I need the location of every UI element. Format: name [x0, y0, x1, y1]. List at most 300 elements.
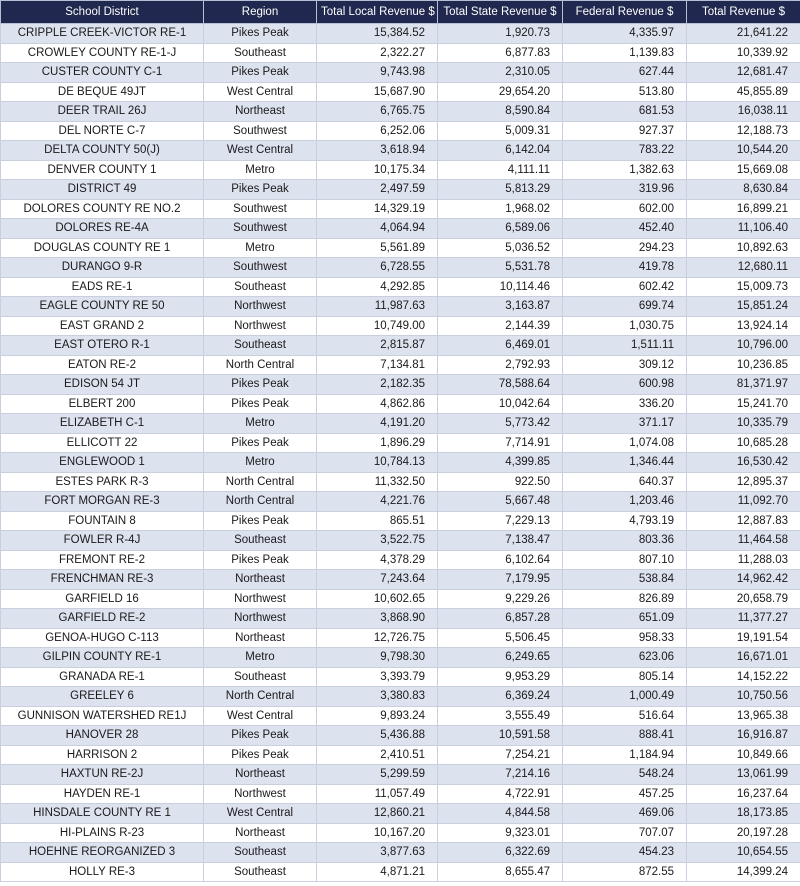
table-row — [1, 862, 800, 882]
region-cell: Southwest — [204, 121, 317, 141]
state-revenue-cell: 5,667.48 — [438, 492, 563, 512]
local-revenue-cell: 3,618.94 — [317, 141, 438, 161]
region-cell: Northwest — [204, 297, 317, 317]
federal-revenue-cell: 309.12 — [563, 355, 687, 375]
school-district-cell: ELIZABETH C-1 — [1, 414, 204, 434]
table-row — [1, 102, 800, 122]
school-district-cell: EDISON 54 JT — [1, 375, 204, 395]
local-revenue-cell: 865.51 — [317, 511, 438, 531]
table-row — [1, 570, 800, 590]
total-revenue-cell: 20,658.79 — [687, 589, 800, 609]
total-revenue-cell: 81,371.97 — [687, 375, 800, 395]
federal-revenue-cell: 805.14 — [563, 667, 687, 687]
total-revenue-cell: 12,188.73 — [687, 121, 800, 141]
total-revenue-cell: 11,092.70 — [687, 492, 800, 512]
region-cell: Southwest — [204, 199, 317, 219]
state-revenue-cell: 6,142.04 — [438, 141, 563, 161]
total-revenue-cell: 10,236.85 — [687, 355, 800, 375]
state-revenue-cell: 2,792.93 — [438, 355, 563, 375]
local-revenue-cell: 10,167.20 — [317, 823, 438, 843]
table-row — [1, 336, 800, 356]
total-revenue-cell: 18,173.85 — [687, 804, 800, 824]
table-row — [1, 453, 800, 473]
total-revenue-cell: 10,654.55 — [687, 843, 800, 863]
school-district-cell: DEL NORTE C-7 — [1, 121, 204, 141]
federal-revenue-cell: 681.53 — [563, 102, 687, 122]
region-cell: Northwest — [204, 316, 317, 336]
state-revenue-cell: 1,920.73 — [438, 24, 563, 44]
table-row — [1, 43, 800, 63]
federal-revenue-cell: 513.80 — [563, 82, 687, 102]
school-district-cell: HOEHNE REORGANIZED 3 — [1, 843, 204, 863]
federal-revenue-cell: 627.44 — [563, 63, 687, 83]
state-revenue-cell: 5,506.45 — [438, 628, 563, 648]
federal-revenue-cell: 452.40 — [563, 219, 687, 239]
school-district-cell: FOUNTAIN 8 — [1, 511, 204, 531]
federal-revenue-cell: 371.17 — [563, 414, 687, 434]
region-cell: Metro — [204, 160, 317, 180]
region-cell: Southwest — [204, 258, 317, 278]
federal-revenue-cell: 516.64 — [563, 706, 687, 726]
school-district-cell: HANOVER 28 — [1, 726, 204, 746]
total-revenue-cell: 15,009.73 — [687, 277, 800, 297]
school-district-cell: CRIPPLE CREEK-VICTOR RE-1 — [1, 24, 204, 44]
table-row — [1, 219, 800, 239]
federal-revenue-cell: 958.33 — [563, 628, 687, 648]
table-row — [1, 297, 800, 317]
region-cell: Metro — [204, 238, 317, 258]
federal-revenue-cell: 336.20 — [563, 394, 687, 414]
local-revenue-cell: 11,332.50 — [317, 472, 438, 492]
state-revenue-cell: 8,590.84 — [438, 102, 563, 122]
local-revenue-cell: 3,868.90 — [317, 609, 438, 629]
total-revenue-cell: 16,916.87 — [687, 726, 800, 746]
federal-revenue-cell: 1,184.94 — [563, 745, 687, 765]
region-cell: Pikes Peak — [204, 180, 317, 200]
federal-revenue-cell: 1,139.83 — [563, 43, 687, 63]
table-row — [1, 394, 800, 414]
school-district-cell: FRENCHMAN RE-3 — [1, 570, 204, 590]
local-revenue-cell: 15,384.52 — [317, 24, 438, 44]
local-revenue-cell: 6,765.75 — [317, 102, 438, 122]
state-revenue-cell: 5,773.42 — [438, 414, 563, 434]
school-district-cell: GARFIELD RE-2 — [1, 609, 204, 629]
region-cell: Southeast — [204, 277, 317, 297]
school-district-cell: HARRISON 2 — [1, 745, 204, 765]
school-district-cell: EAGLE COUNTY RE 50 — [1, 297, 204, 317]
region-cell: West Central — [204, 804, 317, 824]
region-cell: Southeast — [204, 43, 317, 63]
total-revenue-cell: 10,544.20 — [687, 141, 800, 161]
state-revenue-cell: 3,163.87 — [438, 297, 563, 317]
region-cell: West Central — [204, 82, 317, 102]
state-revenue-cell: 5,531.78 — [438, 258, 563, 278]
table-row — [1, 492, 800, 512]
total-revenue-cell: 11,106.40 — [687, 219, 800, 239]
table-header — [1, 1, 800, 24]
local-revenue-cell: 7,134.81 — [317, 355, 438, 375]
region-cell: Northeast — [204, 765, 317, 785]
table-row — [1, 472, 800, 492]
federal-revenue-cell: 4,793.19 — [563, 511, 687, 531]
region-cell: North Central — [204, 472, 317, 492]
state-revenue-cell: 6,249.65 — [438, 648, 563, 668]
federal-revenue-cell: 294.23 — [563, 238, 687, 258]
federal-revenue-cell: 1,030.75 — [563, 316, 687, 336]
region-cell: Southeast — [204, 843, 317, 863]
local-revenue-cell: 4,292.85 — [317, 277, 438, 297]
region-cell: Pikes Peak — [204, 375, 317, 395]
table-row — [1, 804, 800, 824]
table-row — [1, 726, 800, 746]
total-revenue-cell: 14,962.42 — [687, 570, 800, 590]
local-revenue-cell: 2,497.59 — [317, 180, 438, 200]
table-row — [1, 531, 800, 551]
region-cell: Metro — [204, 414, 317, 434]
local-revenue-cell: 10,602.65 — [317, 589, 438, 609]
local-revenue-cell: 7,243.64 — [317, 570, 438, 590]
school-district-cell: GUNNISON WATERSHED RE1J — [1, 706, 204, 726]
federal-revenue-cell: 640.37 — [563, 472, 687, 492]
table-row — [1, 316, 800, 336]
total-revenue-cell: 16,530.42 — [687, 453, 800, 473]
school-district-cell: ELBERT 200 — [1, 394, 204, 414]
local-revenue-cell: 4,221.76 — [317, 492, 438, 512]
local-revenue-cell: 6,252.06 — [317, 121, 438, 141]
table-row — [1, 160, 800, 180]
region-cell: Pikes Peak — [204, 394, 317, 414]
state-revenue-cell: 5,036.52 — [438, 238, 563, 258]
local-revenue-cell: 10,749.00 — [317, 316, 438, 336]
school-district-cell: DOLORES RE-4A — [1, 219, 204, 239]
column-header-total-state-revenue[interactable]: Total State Revenue $ — [438, 1, 563, 24]
federal-revenue-cell: 872.55 — [563, 862, 687, 882]
school-district-cell: DURANGO 9-R — [1, 258, 204, 278]
state-revenue-cell: 4,722.91 — [438, 784, 563, 804]
table-row — [1, 765, 800, 785]
local-revenue-cell: 6,728.55 — [317, 258, 438, 278]
local-revenue-cell: 11,057.49 — [317, 784, 438, 804]
column-header-total-revenue[interactable]: Total Revenue $ — [687, 1, 800, 24]
school-district-cell: HAXTUN RE-2J — [1, 765, 204, 785]
state-revenue-cell: 922.50 — [438, 472, 563, 492]
state-revenue-cell: 7,714.91 — [438, 433, 563, 453]
total-revenue-cell: 12,887.83 — [687, 511, 800, 531]
state-revenue-cell: 7,179.95 — [438, 570, 563, 590]
table-row — [1, 667, 800, 687]
state-revenue-cell: 10,591.58 — [438, 726, 563, 746]
state-revenue-cell: 4,111.11 — [438, 160, 563, 180]
federal-revenue-cell: 454.23 — [563, 843, 687, 863]
school-district-cell: HI-PLAINS R-23 — [1, 823, 204, 843]
local-revenue-cell: 5,561.89 — [317, 238, 438, 258]
local-revenue-cell: 9,743.98 — [317, 63, 438, 83]
school-district-cell: DOLORES COUNTY RE NO.2 — [1, 199, 204, 219]
region-cell: Pikes Peak — [204, 726, 317, 746]
state-revenue-cell: 3,555.49 — [438, 706, 563, 726]
local-revenue-cell: 2,322.27 — [317, 43, 438, 63]
federal-revenue-cell: 1,203.46 — [563, 492, 687, 512]
school-district-cell: GENOA-HUGO C-113 — [1, 628, 204, 648]
local-revenue-cell: 9,798.30 — [317, 648, 438, 668]
local-revenue-cell: 3,522.75 — [317, 531, 438, 551]
total-revenue-cell: 13,061.99 — [687, 765, 800, 785]
local-revenue-cell: 2,410.51 — [317, 745, 438, 765]
local-revenue-cell: 2,182.35 — [317, 375, 438, 395]
federal-revenue-cell: 651.09 — [563, 609, 687, 629]
region-cell: Southeast — [204, 531, 317, 551]
school-district-cell: EATON RE-2 — [1, 355, 204, 375]
state-revenue-cell: 6,857.28 — [438, 609, 563, 629]
school-district-cell: EAST OTERO R-1 — [1, 336, 204, 356]
state-revenue-cell: 10,042.64 — [438, 394, 563, 414]
local-revenue-cell: 4,378.29 — [317, 550, 438, 570]
region-cell: Southeast — [204, 336, 317, 356]
region-cell: North Central — [204, 687, 317, 707]
state-revenue-cell: 6,877.83 — [438, 43, 563, 63]
table-body — [1, 24, 800, 882]
state-revenue-cell: 2,310.05 — [438, 63, 563, 83]
table-row — [1, 238, 800, 258]
school-district-cell: DEER TRAIL 26J — [1, 102, 204, 122]
total-revenue-cell: 16,671.01 — [687, 648, 800, 668]
local-revenue-cell: 11,987.63 — [317, 297, 438, 317]
state-revenue-cell: 6,102.64 — [438, 550, 563, 570]
federal-revenue-cell: 602.42 — [563, 277, 687, 297]
region-cell: Northwest — [204, 609, 317, 629]
school-district-cell: CUSTER COUNTY C-1 — [1, 63, 204, 83]
region-cell: Pikes Peak — [204, 511, 317, 531]
federal-revenue-cell: 469.06 — [563, 804, 687, 824]
federal-revenue-cell: 419.78 — [563, 258, 687, 278]
state-revenue-cell: 1,968.02 — [438, 199, 563, 219]
school-district-cell: GREELEY 6 — [1, 687, 204, 707]
federal-revenue-cell: 826.89 — [563, 589, 687, 609]
table-row — [1, 375, 800, 395]
state-revenue-cell: 5,009.31 — [438, 121, 563, 141]
state-revenue-cell: 6,469.01 — [438, 336, 563, 356]
table-row — [1, 609, 800, 629]
local-revenue-cell: 4,862.86 — [317, 394, 438, 414]
school-district-cell: ELLICOTT 22 — [1, 433, 204, 453]
federal-revenue-cell: 888.41 — [563, 726, 687, 746]
total-revenue-cell: 10,335.79 — [687, 414, 800, 434]
total-revenue-cell: 12,681.47 — [687, 63, 800, 83]
column-header-total-local-revenue[interactable]: Total Local Revenue $ — [317, 1, 438, 24]
school-district-cell: DELTA COUNTY 50(J) — [1, 141, 204, 161]
region-cell: Pikes Peak — [204, 433, 317, 453]
state-revenue-cell: 7,138.47 — [438, 531, 563, 551]
region-cell: West Central — [204, 706, 317, 726]
state-revenue-cell: 9,323.01 — [438, 823, 563, 843]
local-revenue-cell: 5,299.59 — [317, 765, 438, 785]
region-cell: North Central — [204, 492, 317, 512]
total-revenue-cell: 14,152.22 — [687, 667, 800, 687]
local-revenue-cell: 5,436.88 — [317, 726, 438, 746]
school-district-cell: FREMONT RE-2 — [1, 550, 204, 570]
federal-revenue-cell: 1,000.49 — [563, 687, 687, 707]
region-cell: Pikes Peak — [204, 63, 317, 83]
table-row — [1, 180, 800, 200]
federal-revenue-cell: 699.74 — [563, 297, 687, 317]
table-row — [1, 277, 800, 297]
federal-revenue-cell: 807.10 — [563, 550, 687, 570]
total-revenue-cell: 45,855.89 — [687, 82, 800, 102]
total-revenue-cell: 13,965.38 — [687, 706, 800, 726]
table-row — [1, 589, 800, 609]
total-revenue-cell: 21,641.22 — [687, 24, 800, 44]
state-revenue-cell: 5,813.29 — [438, 180, 563, 200]
table-row — [1, 687, 800, 707]
school-district-cell: FORT MORGAN RE-3 — [1, 492, 204, 512]
total-revenue-cell: 10,849.66 — [687, 745, 800, 765]
table-row — [1, 823, 800, 843]
federal-revenue-cell: 319.96 — [563, 180, 687, 200]
total-revenue-cell: 14,399.24 — [687, 862, 800, 882]
total-revenue-cell: 19,191.54 — [687, 628, 800, 648]
federal-revenue-cell: 1,382.63 — [563, 160, 687, 180]
local-revenue-cell: 10,175.34 — [317, 160, 438, 180]
state-revenue-cell: 7,229.13 — [438, 511, 563, 531]
state-revenue-cell: 7,214.16 — [438, 765, 563, 785]
state-revenue-cell: 6,322.69 — [438, 843, 563, 863]
total-revenue-cell: 10,685.28 — [687, 433, 800, 453]
table-row — [1, 784, 800, 804]
table-row — [1, 258, 800, 278]
state-revenue-cell: 2,144.39 — [438, 316, 563, 336]
table-row — [1, 843, 800, 863]
school-district-cell: ESTES PARK R-3 — [1, 472, 204, 492]
federal-revenue-cell: 927.37 — [563, 121, 687, 141]
state-revenue-cell: 78,588.64 — [438, 375, 563, 395]
federal-revenue-cell: 4,335.97 — [563, 24, 687, 44]
total-revenue-cell: 11,377.27 — [687, 609, 800, 629]
region-cell: Northeast — [204, 570, 317, 590]
local-revenue-cell: 12,860.21 — [317, 804, 438, 824]
region-cell: Pikes Peak — [204, 550, 317, 570]
state-revenue-cell: 6,589.06 — [438, 219, 563, 239]
federal-revenue-cell: 602.00 — [563, 199, 687, 219]
local-revenue-cell: 15,687.90 — [317, 82, 438, 102]
header-row — [1, 1, 800, 24]
total-revenue-cell: 20,197.28 — [687, 823, 800, 843]
table-row — [1, 82, 800, 102]
table-row — [1, 745, 800, 765]
state-revenue-cell: 10,114.46 — [438, 277, 563, 297]
region-cell: Southwest — [204, 219, 317, 239]
state-revenue-cell: 4,399.85 — [438, 453, 563, 473]
region-cell: West Central — [204, 141, 317, 161]
local-revenue-cell: 1,896.29 — [317, 433, 438, 453]
region-cell: Northeast — [204, 628, 317, 648]
local-revenue-cell: 4,064.94 — [317, 219, 438, 239]
state-revenue-cell: 9,229.26 — [438, 589, 563, 609]
total-revenue-cell: 16,237.64 — [687, 784, 800, 804]
local-revenue-cell: 4,191.20 — [317, 414, 438, 434]
total-revenue-cell: 10,796.00 — [687, 336, 800, 356]
local-revenue-cell: 10,784.13 — [317, 453, 438, 473]
federal-revenue-cell: 538.84 — [563, 570, 687, 590]
total-revenue-cell: 10,339.92 — [687, 43, 800, 63]
federal-revenue-cell: 600.98 — [563, 375, 687, 395]
table-row — [1, 63, 800, 83]
state-revenue-cell: 7,254.21 — [438, 745, 563, 765]
federal-revenue-cell: 1,074.08 — [563, 433, 687, 453]
total-revenue-cell: 15,851.24 — [687, 297, 800, 317]
region-cell: Metro — [204, 648, 317, 668]
total-revenue-cell: 10,750.56 — [687, 687, 800, 707]
school-district-cell: DE BEQUE 49JT — [1, 82, 204, 102]
school-district-cell: DOUGLAS COUNTY RE 1 — [1, 238, 204, 258]
table-row — [1, 648, 800, 668]
local-revenue-cell: 12,726.75 — [317, 628, 438, 648]
region-cell: Southeast — [204, 667, 317, 687]
local-revenue-cell: 3,877.63 — [317, 843, 438, 863]
table-row — [1, 414, 800, 434]
school-district-cell: GILPIN COUNTY RE-1 — [1, 648, 204, 668]
school-district-cell: GARFIELD 16 — [1, 589, 204, 609]
local-revenue-cell: 3,380.83 — [317, 687, 438, 707]
federal-revenue-cell: 1,511.11 — [563, 336, 687, 356]
table-row — [1, 24, 800, 44]
region-cell: Southeast — [204, 862, 317, 882]
region-cell: Metro — [204, 453, 317, 473]
total-revenue-cell: 8,630.84 — [687, 180, 800, 200]
column-header-region[interactable]: Region — [204, 1, 317, 24]
local-revenue-cell: 14,329.19 — [317, 199, 438, 219]
school-district-cell: FOWLER R-4J — [1, 531, 204, 551]
school-district-cell: CROWLEY COUNTY RE-1-J — [1, 43, 204, 63]
federal-revenue-cell: 803.36 — [563, 531, 687, 551]
column-header-federal-revenue[interactable]: Federal Revenue $ — [563, 1, 687, 24]
total-revenue-cell: 12,680.11 — [687, 258, 800, 278]
federal-revenue-cell: 623.06 — [563, 648, 687, 668]
federal-revenue-cell: 457.25 — [563, 784, 687, 804]
column-header-school-district[interactable]: School District — [1, 1, 204, 24]
table-row — [1, 141, 800, 161]
school-district-cell: EADS RE-1 — [1, 277, 204, 297]
table-row — [1, 706, 800, 726]
state-revenue-cell: 8,655.47 — [438, 862, 563, 882]
state-revenue-cell: 4,844.58 — [438, 804, 563, 824]
federal-revenue-cell: 783.22 — [563, 141, 687, 161]
federal-revenue-cell: 707.07 — [563, 823, 687, 843]
table-row — [1, 628, 800, 648]
total-revenue-cell: 11,288.03 — [687, 550, 800, 570]
region-cell: Pikes Peak — [204, 24, 317, 44]
school-district-cell: ENGLEWOOD 1 — [1, 453, 204, 473]
region-cell: Northwest — [204, 784, 317, 804]
local-revenue-cell: 3,393.79 — [317, 667, 438, 687]
state-revenue-cell: 9,953.29 — [438, 667, 563, 687]
school-district-cell: DENVER COUNTY 1 — [1, 160, 204, 180]
region-cell: Northeast — [204, 102, 317, 122]
school-district-cell: GRANADA RE-1 — [1, 667, 204, 687]
federal-revenue-cell: 1,346.44 — [563, 453, 687, 473]
total-revenue-cell: 10,892.63 — [687, 238, 800, 258]
state-revenue-cell: 29,654.20 — [438, 82, 563, 102]
local-revenue-cell: 9,893.24 — [317, 706, 438, 726]
federal-revenue-cell: 548.24 — [563, 765, 687, 785]
table-row — [1, 433, 800, 453]
total-revenue-cell: 11,464.58 — [687, 531, 800, 551]
total-revenue-cell: 16,038.11 — [687, 102, 800, 122]
total-revenue-cell: 16,899.21 — [687, 199, 800, 219]
table-row — [1, 550, 800, 570]
total-revenue-cell: 13,924.14 — [687, 316, 800, 336]
region-cell: North Central — [204, 355, 317, 375]
table-row — [1, 199, 800, 219]
